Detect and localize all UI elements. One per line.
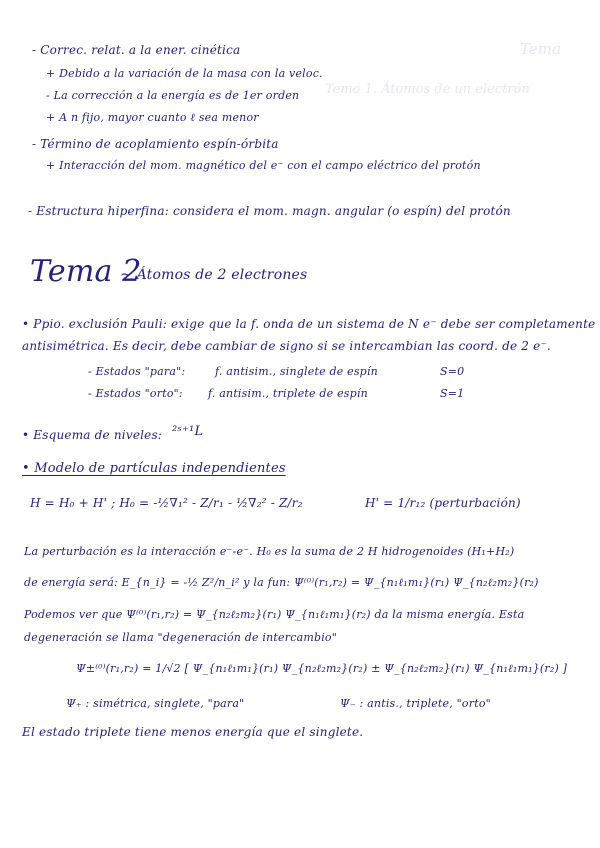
note-line: - Estructura hiperfina: considera el mom. magn. angular (o espín) del protón <box>28 204 511 218</box>
state-desc: f. antisim., triplete de espín <box>208 387 368 400</box>
note-line: El estado triplete tiene menos energía que el singlete. <box>22 725 364 739</box>
note-subline: - La corrección a la energía es de 1er orden <box>46 89 300 102</box>
note-line: degeneración se llama "degeneración de intercambio" <box>24 631 338 644</box>
bleed-through-text: Tema <box>520 40 561 58</box>
note-line: antisimétrica. Es decir, debe cambiar de signo si se intercambian las coord. de 2 e⁻. <box>22 339 552 353</box>
note-subline: + Interacción del mom. magnético del e⁻ con el campo eléctrico del protón <box>46 159 481 172</box>
note-line: Ψ₊ : simétrica, singlete, "para" <box>66 697 245 710</box>
state-label: - Estados "para": <box>88 365 186 378</box>
note-line: • Esquema de niveles: <box>22 428 163 442</box>
note-line: - Correc. relat. a la ener. cinética <box>32 43 241 57</box>
section-subtitle: ~ Átomos de 2 electrones <box>120 267 308 283</box>
equation: Ψ±⁽⁰⁾(r₁,r₂) = 1/√2 [ Ψ_{n₁ℓ₁m₁}(r₁) Ψ_{n₂ℓ₂m₂}(r₂) ± Ψ_{n₂ℓ₂m₂}(r₁) Ψ_{n₁ℓ₁m₁}(r₂) ] <box>76 662 568 675</box>
state-spin: S=1 <box>440 387 465 400</box>
equation: H' = 1/r₁₂ (perturbación) <box>365 496 521 510</box>
subsection-heading: • Modelo de partículas independientes <box>22 461 286 476</box>
section-title: Tema 2 <box>30 254 142 289</box>
state-desc: f. antisim., singlete de espín <box>215 365 378 378</box>
note-line: La perturbación es la interacción e⁻-e⁻. H₀ es la suma de 2 H hidrogenoides (H₁+H₂) <box>24 545 515 558</box>
note-line: Ψ₋ : antis., triplete, "orto" <box>340 697 491 710</box>
note-line: de energía será: E_{n_i} = -½ Z²/n_i² y la fun: Ψ⁽⁰⁾(r₁,r₂) = Ψ_{n₁ℓ₁m₁}(r₁) Ψ_{n₂ℓ₂m₂}(r₂) <box>24 576 539 589</box>
note-line: - Término de acoplamiento espín-órbita <box>32 137 279 151</box>
note-subline: + Debido a la variación de la masa con la veloc. <box>46 67 323 80</box>
note-line: • Ppio. exclusión Pauli: exige que la f. onda de un sistema de N e⁻ debe ser completamente <box>22 317 596 331</box>
state-label: - Estados "orto": <box>88 387 183 400</box>
term-symbol: ²ˢ⁺¹L <box>172 424 204 439</box>
note-line: Podemos ver que Ψ⁽⁰⁾(r₁,r₂) = Ψ_{n₂ℓ₂m₂}(r₁) Ψ_{n₁ℓ₁m₁}(r₂) da la misma energía. Esta <box>24 608 525 621</box>
state-spin: S=0 <box>440 365 465 378</box>
note-subline: + A n fijo, mayor cuanto ℓ sea menor <box>46 111 259 124</box>
equation: H = H₀ + H' ; H₀ = -½∇₁² - Z/r₁ - ½∇₂² - Z/r₂ <box>30 496 303 510</box>
bleed-through-text: Tema 1. Átomos de un electrón <box>325 82 530 97</box>
